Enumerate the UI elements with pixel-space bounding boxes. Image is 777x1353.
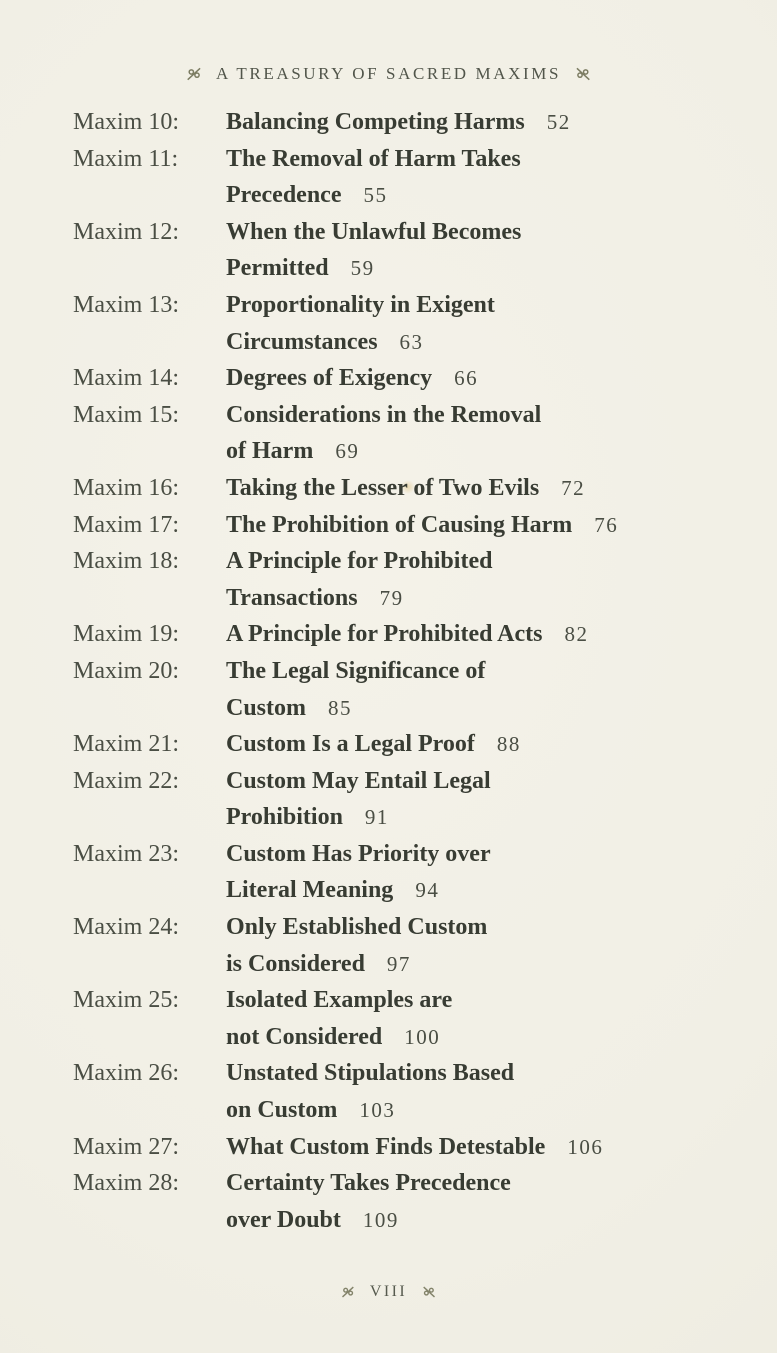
maxim-label: Maxim 27: xyxy=(73,1133,179,1160)
maxim-title xyxy=(226,214,737,287)
maxim-title xyxy=(226,982,737,1055)
maxim-title-line: A Principle for Prohibited Acts 82 xyxy=(226,621,589,648)
toc-entry xyxy=(73,763,737,836)
page-number: 55 xyxy=(363,183,388,208)
maxim-label: Maxim 21: xyxy=(73,731,179,758)
fleuron-right-icon xyxy=(575,66,591,82)
toc-entry xyxy=(73,1165,737,1238)
maxim-title-line: Isolated Examples are xyxy=(226,987,453,1014)
page-number: 106 xyxy=(567,1134,604,1159)
page-number: 72 xyxy=(561,475,586,500)
page-number: 100 xyxy=(404,1024,441,1049)
maxim-title-line: on Custom 103 xyxy=(226,1097,396,1124)
page-number: 91 xyxy=(364,805,389,830)
maxim-title-line: over Doubt 109 xyxy=(226,1206,399,1233)
maxim-label: Maxim 15: xyxy=(73,401,179,428)
maxim-label: Maxim 28: xyxy=(73,1170,179,1197)
maxim-title xyxy=(226,616,737,653)
maxim-label: Maxim 14: xyxy=(73,365,179,392)
maxim-title xyxy=(226,836,737,909)
page-number: 97 xyxy=(386,951,411,976)
toc-entry xyxy=(73,616,737,653)
page-number: 52 xyxy=(546,110,571,134)
maxim-title xyxy=(226,543,737,616)
page-number: 85 xyxy=(328,695,353,720)
fleuron-left-icon xyxy=(186,66,202,82)
maxim-title-line: Custom May Entail Legal xyxy=(226,767,491,794)
maxim-label: Maxim 19: xyxy=(73,621,179,648)
toc-entry xyxy=(73,214,737,287)
maxim-label: Maxim 17: xyxy=(73,511,179,538)
page-number: 88 xyxy=(496,732,521,757)
toc-entry xyxy=(73,653,737,726)
maxim-title-line: Circumstances 63 xyxy=(226,328,424,355)
maxim-title-line: Certainty Takes Precedence xyxy=(226,1170,511,1197)
maxim-label: Maxim 10: xyxy=(73,109,179,135)
maxim-title-line: is Considered 97 xyxy=(226,950,411,977)
toc-entry xyxy=(73,397,737,470)
maxim-label: Maxim 24: xyxy=(73,914,179,941)
toc-entry xyxy=(73,543,737,616)
maxim-title xyxy=(226,141,737,214)
maxim-title xyxy=(226,726,737,763)
maxim-title xyxy=(226,763,737,836)
maxim-label: Maxim 20: xyxy=(73,657,179,684)
toc-entry xyxy=(73,836,737,909)
maxim-title xyxy=(226,104,737,141)
maxim-title xyxy=(226,287,737,360)
toc-entry xyxy=(73,141,737,214)
maxim-label: Maxim 22: xyxy=(73,767,179,794)
maxim-label: Maxim 23: xyxy=(73,840,179,867)
toc-entry xyxy=(73,909,737,982)
maxim-label: Maxim 25: xyxy=(73,987,179,1014)
maxim-label: Maxim 12: xyxy=(73,218,179,245)
maxim-title-line: Custom 85 xyxy=(226,694,353,721)
maxim-label: Maxim 13: xyxy=(73,291,179,318)
maxim-title-line: When the Unlawful Becomes xyxy=(226,218,522,245)
maxim-title-line: The Removal of Harm Takes xyxy=(226,145,521,172)
page-number: 82 xyxy=(564,622,589,647)
page-number: 76 xyxy=(594,512,619,537)
maxim-title-line: Permitted 59 xyxy=(226,255,375,282)
maxim-title-line: Only Established Custom xyxy=(226,914,488,941)
maxim-title-line: Degrees of Exigency 66 xyxy=(226,365,479,392)
page-footer xyxy=(0,1283,777,1301)
maxim-title-line: Proportionality in Exigent xyxy=(226,291,495,318)
maxim-title-line: Precedence 55 xyxy=(226,182,388,209)
fleuron-right-icon xyxy=(422,1285,436,1299)
fleuron-left-icon xyxy=(341,1285,355,1299)
maxim-title-line: Custom Is a Legal Proof 88 xyxy=(226,731,521,758)
toc-entry xyxy=(73,470,737,507)
table-of-contents xyxy=(73,104,737,1238)
maxim-title-line: The Prohibition of Causing Harm 76 xyxy=(226,511,619,538)
toc-entry xyxy=(73,726,737,763)
maxim-title-line: The Legal Significance of xyxy=(226,657,486,684)
maxim-label: Maxim 18: xyxy=(73,548,179,575)
toc-entry xyxy=(73,1055,737,1128)
page-number: 79 xyxy=(379,585,404,610)
toc-entry xyxy=(73,507,737,544)
maxim-title-line: Transactions 79 xyxy=(226,584,404,611)
page-number: 59 xyxy=(350,256,375,281)
maxim-title xyxy=(226,470,737,507)
toc-entry xyxy=(73,1129,737,1166)
maxim-title xyxy=(226,1129,737,1166)
maxim-label: Maxim 26: xyxy=(73,1060,179,1087)
maxim-title-line: Prohibition 91 xyxy=(226,804,389,831)
maxim-label: Maxim 16: xyxy=(73,474,179,501)
running-head xyxy=(0,64,777,84)
page-number: 109 xyxy=(362,1207,399,1232)
folio-number: VIII xyxy=(369,1283,408,1300)
maxim-title xyxy=(226,1055,737,1128)
page-number: 103 xyxy=(359,1098,396,1123)
toc-entry xyxy=(73,104,737,141)
maxim-title-line: Unstated Stipulations Based xyxy=(226,1060,515,1087)
maxim-title xyxy=(226,507,737,544)
maxim-title-line: Custom Has Priority over xyxy=(226,840,491,867)
page-number: 69 xyxy=(335,439,360,464)
maxim-title-line: not Considered 100 xyxy=(226,1023,441,1050)
maxim-title xyxy=(226,360,737,397)
maxim-title xyxy=(226,397,737,470)
maxim-title xyxy=(226,1165,737,1238)
toc-entry xyxy=(73,360,737,397)
maxim-title xyxy=(226,909,737,982)
maxim-label: Maxim 11: xyxy=(73,145,179,172)
page-number: 63 xyxy=(399,329,424,354)
maxim-title xyxy=(226,653,737,726)
toc-entry xyxy=(73,287,737,360)
maxim-title-line: Balancing Competing Harms 52 xyxy=(226,109,571,135)
toc-entry xyxy=(73,982,737,1055)
maxim-title-line: A Principle for Prohibited xyxy=(226,548,493,575)
maxim-title-line: of Harm 69 xyxy=(226,438,360,465)
page-number: 66 xyxy=(454,366,479,391)
maxim-title-line: Literal Meaning 94 xyxy=(226,877,440,904)
running-head-title: A TREASURY OF SACRED MAXIMS xyxy=(215,64,562,83)
page-number: 94 xyxy=(415,878,440,903)
maxim-title-line: What Custom Finds Detestable 106 xyxy=(226,1133,604,1160)
maxim-title-line: Considerations in the Removal xyxy=(226,401,542,428)
maxim-title-line: Taking the Lesser of Two Evils 72 xyxy=(226,474,586,501)
